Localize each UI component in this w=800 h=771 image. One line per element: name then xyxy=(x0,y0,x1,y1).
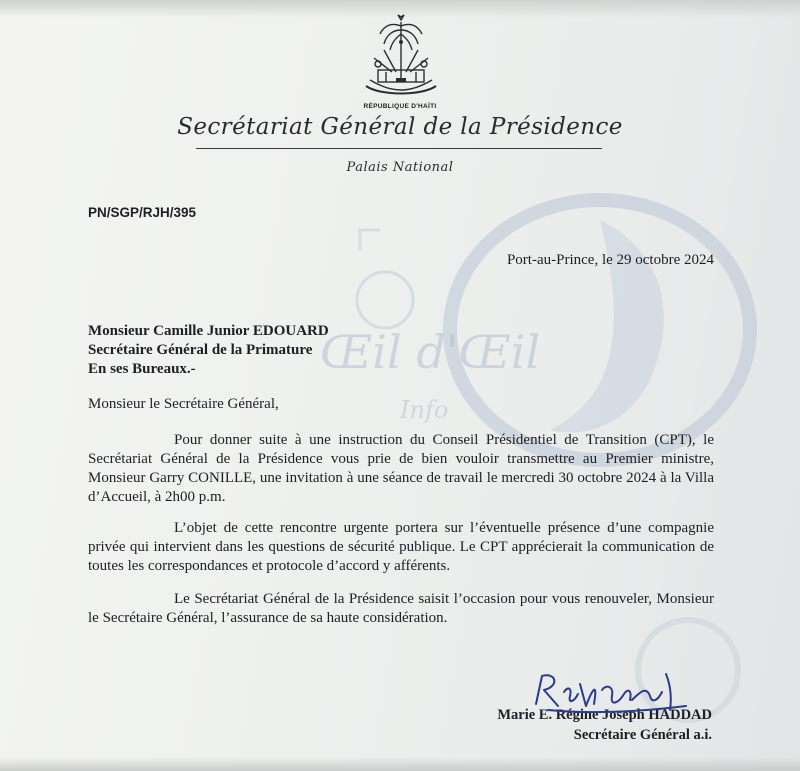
signatory-name: Marie E. Régine Joseph HADDAD xyxy=(497,707,712,723)
watermark-subtext: Info xyxy=(400,396,449,424)
office-name: Secrétariat Général de la Présidence xyxy=(177,114,623,140)
palace-name: Palais National xyxy=(346,160,454,175)
addressee-location: En ses Bureaux.- xyxy=(88,361,196,377)
haiti-coat-of-arms-icon xyxy=(356,12,446,104)
reference-number: PN/SGP/RJH/395 xyxy=(88,205,197,220)
body-paragraph-3: Le Secrétariat Général de la Présidence saisit l’occasion pour vous renouveler, Monsieur le Secrétaire Général, l’assurance de sa haute considération. xyxy=(88,591,714,626)
addressee-title: Secrétaire Général de la Primature xyxy=(88,342,313,358)
watermark-text: Œil d'Œil xyxy=(320,325,541,379)
letterhead-divider xyxy=(196,148,602,149)
date-line: Port-au-Prince, le 29 octobre 2024 xyxy=(506,252,714,268)
salutation: Monsieur le Secrétaire Général, xyxy=(88,396,279,412)
republic-label: RÉPUBLIQUE D'HAÏTI xyxy=(363,103,437,110)
body-paragraph-1: Pour donner suite à une instruction du Conseil Présidentiel de Transition (CPT), le Secrétariat Général de la Présidence vous prie de bien vouloir transmettre au Premier ministre, Monsieur Garry CONILLE, une invitation à une séance de travail le mercredi 30 octobre 2024 à la Villa d’Accueil, à 2h00 p.m. xyxy=(88,432,714,505)
page-shadow-bottom xyxy=(0,757,800,771)
addressee-block xyxy=(88,322,329,379)
handwritten-signature xyxy=(528,670,698,720)
body-paragraph-2: L’objet de cette rencontre urgente portera sur l’éventuelle présence d’une compagnie privée qui intervient dans les questions de sécurité publique. Le CPT apprécierait la communication de toutes les correspondances et protocole d’accord y afférents. xyxy=(88,520,714,574)
addressee-name: Monsieur Camille Junior EDOUARD xyxy=(88,323,329,339)
signatory-title: Secrétaire Général a.i. xyxy=(573,727,712,743)
